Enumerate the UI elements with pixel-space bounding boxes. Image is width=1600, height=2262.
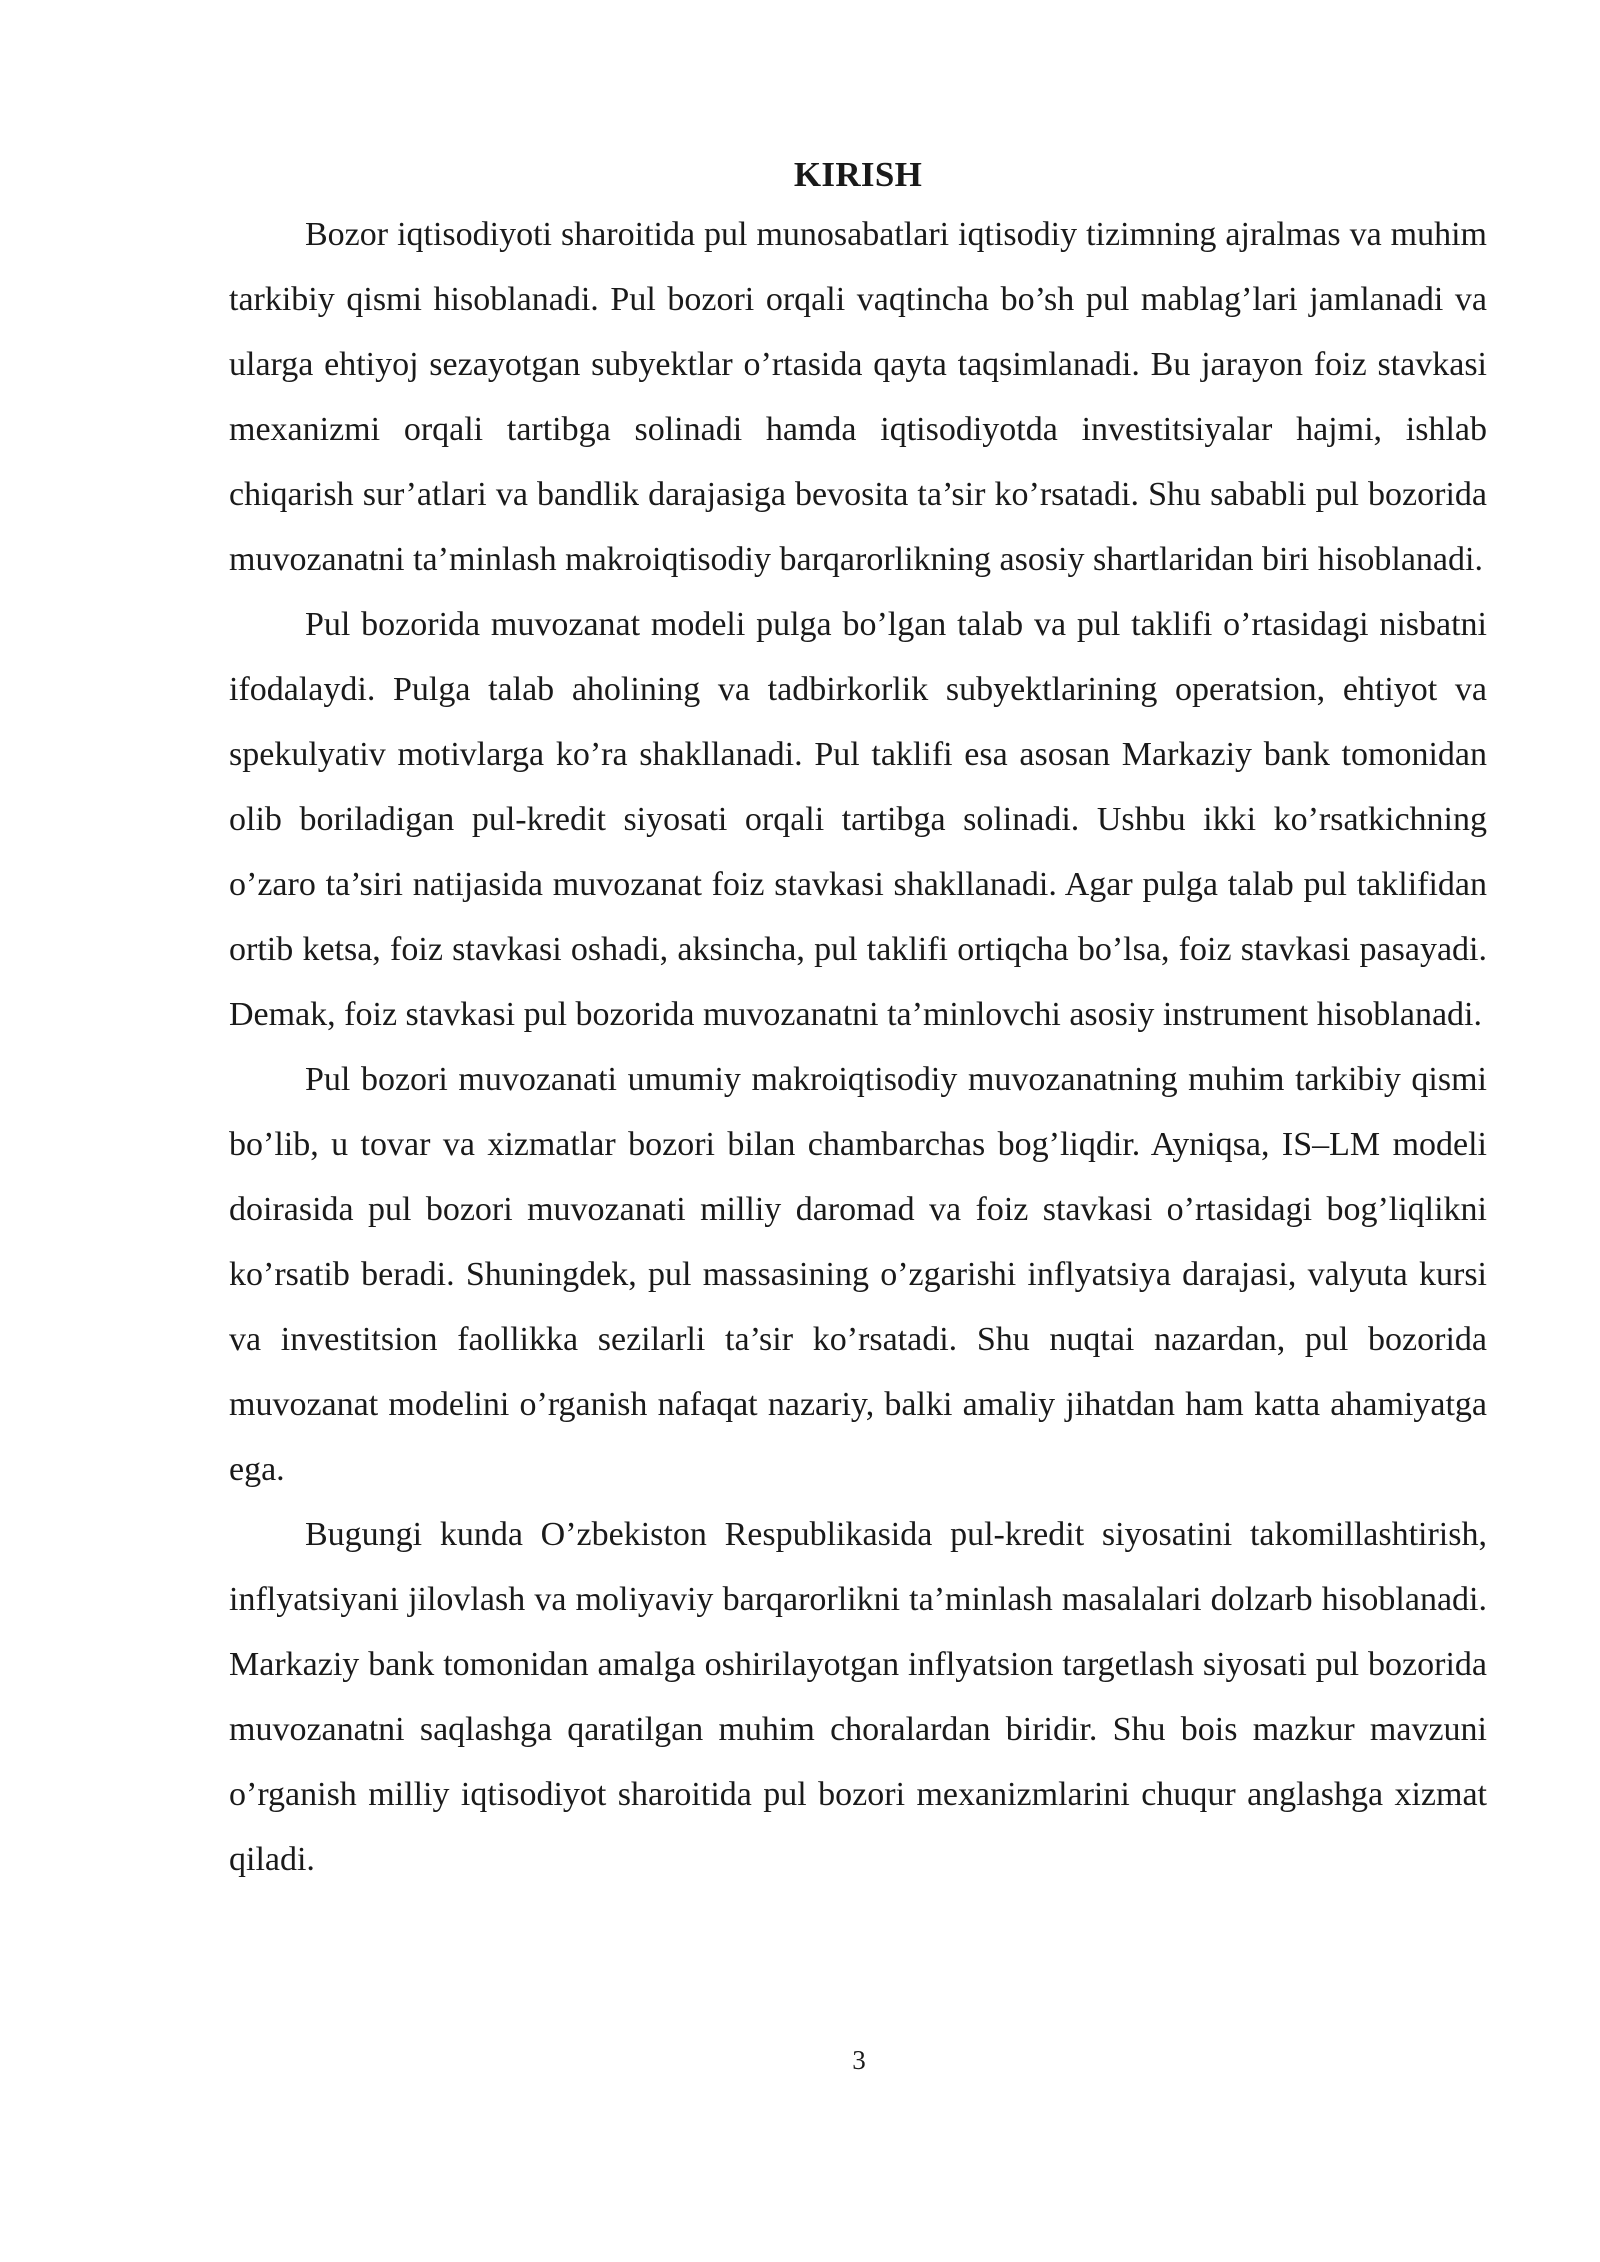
page-number: 3 (852, 2045, 866, 2075)
paragraph-1: Bozor iqtisodiyoti sharoitida pul munosabatlari iqtisodiy tizimning ajralmas va muhim tarkibiy qismi hisoblanadi. Pul bozori orqali vaqtincha bo’sh pul mablag’lari jamlanadi va ularga ehtiyoj sezayotgan subyektlar o’rtasida qayta taqsimlanadi. Bu jarayon foiz stavkasi mexanizmi orqali tartibga solinadi hamda iqtisodiyotda investitsiyalar hajmi, ishlab chiqarish sur’atlari va bandlik darajasiga bevosita ta’sir ko’rsatadi. Shu sababli pul bozorida muvozanatni ta’minlash makroiqtisodiy barqarorlikning asosiy shartlaridan biri hisoblanadi. (229, 216, 1487, 578)
paragraph-4: Bugungi kunda O’zbekiston Respublikasida pul-kredit siyosatini takomillashtirish, inflyatsiyani jilovlash va moliyaviy barqarorlikni ta’minlash masalalari dolzarb hisoblanadi. Markaziy bank tomonidan amalga oshirilayotgan inflyatsion targetlash siyosati pul bozorida muvozanatni saqlashga qaratilgan muhim choralardan biridir. Shu bois mazkur mavzuni o’rganish milliy iqtisodiyot sharoitida pul bozori mexanizmlarini chuqur anglashga xizmat qiladi. (229, 1516, 1487, 1878)
section-title: KIRISH (793, 155, 923, 194)
paragraph-2: Pul bozorida muvozanat modeli pulga bo’lgan talab va pul taklifi o’rtasidagi nisbatni ifodalaydi. Pulga talab aholining va tadbirkorlik subyektlarining operatsion, ehtiyot va spekulyativ motivlarga ko’ra shakllanadi. Pul taklifi esa asosan Markaziy bank tomonidan olib boriladigan pul-kredit siyosati orqali tartibga solinadi. Ushbu ikki ko’rsatkichning o’zaro ta’siri natijasida muvozanat foiz stavkasi shakllanadi. Agar pulga talab pul taklifidan ortib ketsa, foiz stavkasi oshadi, aksincha, pul taklifi ortiqcha bo’lsa, foiz stavkasi pasayadi. Demak, foiz stavkasi pul bozorida muvozanatni ta’minlovchi asosiy instrument hisoblanadi. (229, 606, 1487, 1033)
paragraph-3: Pul bozori muvozanati umumiy makroiqtisodiy muvozanatning muhim tarkibiy qismi bo’lib, u tovar va xizmatlar bozori bilan chambarchas bog’liqdir. Ayniqsa, IS–LM modeli doirasida pul bozori muvozanati milliy daromad va foiz stavkasi o’rtasidagi bog’liqlikni ko’rsatib beradi. Shuningdek, pul massasining o’zgarishi inflyatsiya darajasi, valyuta kursi va investitsion faollikka sezilarli ta’sir ko’rsatadi. Shu nuqtai nazardan, pul bozorida muvozanat modelini o’rganish nafaqat nazariy, balki amaliy jihatdan ham katta ahamiyatga ega. (229, 1061, 1487, 1488)
document-body (229, 148, 1487, 1892)
